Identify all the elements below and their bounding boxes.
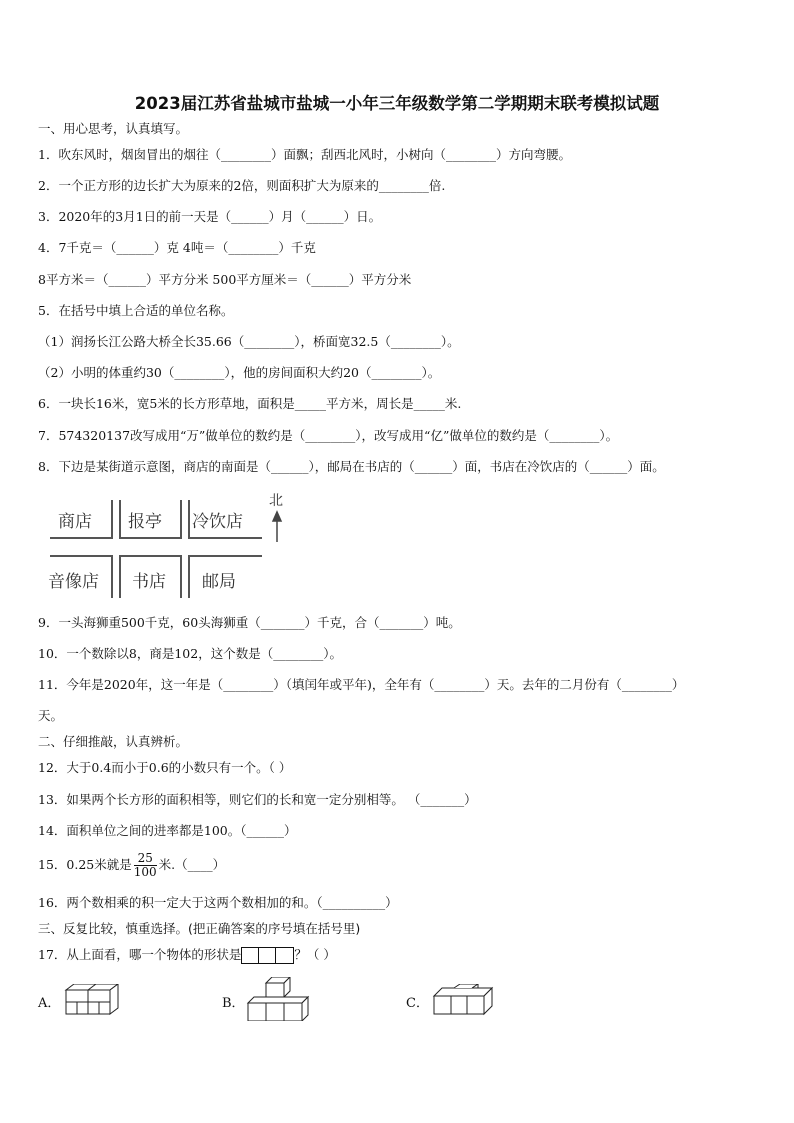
option-b-label: B． [222, 996, 245, 1011]
question-15-prefix: 15．0.25米就是 [38, 857, 132, 872]
question-5-2: （2）小明的体重约30（________），他的房间面积大约20（________）。 [38, 365, 441, 380]
question-17 [38, 947, 336, 964]
map-label-north: 北 [269, 493, 283, 509]
map-label-drinks: 冷饮店 [192, 512, 243, 532]
question-3: 3．2020年的3月1日的前一天是（______）月（______）日。 [38, 209, 382, 224]
question-17-prefix: 17．从上面看，哪一个物体的形状是 [38, 947, 242, 962]
question-6: 6．一块长16米，宽5米的长方形草地，面积是_____平方米，周长是_____米. [38, 396, 462, 411]
section-2-heading: 二、仔细推敲，认真辨析。 [38, 734, 189, 749]
question-10: 10．一个数除以8，商是102，这个数是（________）。 [38, 646, 342, 661]
question-12: 12．大于0.4而小于0.6的小数只有一个。（ ） [38, 760, 292, 775]
option-a-label: A． [38, 996, 61, 1011]
top-view-shape [241, 947, 294, 964]
fraction-numerator: 25 [134, 852, 157, 866]
question-5-1: （1）润扬长江公路大桥全长35.66（________），桥面宽32.5（________）。 [38, 334, 460, 349]
question-15-suffix: 米.（____） [158, 857, 226, 872]
question-14: 14．面积单位之间的进率都是100。（______） [38, 823, 297, 838]
question-4a: 4．7千克＝（______）克 4吨＝（________）千克 [38, 240, 316, 255]
fraction [134, 852, 157, 879]
question-16: 16．两个数相乘的积一定大于这两个数相加的和。（__________） [38, 895, 398, 910]
option-b-cubes [246, 977, 310, 1021]
map-label-audio: 音像店 [48, 572, 99, 592]
section-1-heading: 一、用心思考，认真填写。 [38, 121, 189, 136]
option-a-cubes [62, 984, 122, 1018]
map-label-post: 邮局 [202, 572, 236, 592]
question-4b: 8平方米＝（______）平方分米 500平方厘米＝（______）平方分米 [38, 272, 412, 287]
question-1: 1．吹东风时，烟囱冒出的烟往（________）面飘；刮西北风时，小树向（________）方向弯腰。 [38, 147, 571, 162]
page-title: 2023届江苏省盐城市盐城一小年三年级数学第二学期期末联考模拟试题 [134, 94, 660, 113]
section-3-heading: 三、反复比较，慎重选择。(把正确答案的序号填在括号里) [38, 921, 361, 936]
question-7: 7．574320137改写成用“万”做单位的数约是（________），改写成用“亿”做单位的数约是（________）。 [38, 428, 619, 443]
question-11b: 天。 [38, 708, 64, 723]
question-15 [38, 850, 225, 880]
question-2: 2．一个正方形的边长扩大为原来的2倍，则面积扩大为原来的________倍. [38, 178, 446, 193]
map-label-shop: 商店 [58, 512, 92, 532]
fraction-denominator: 100 [133, 865, 157, 879]
option-c-cubes [430, 984, 496, 1018]
question-11a: 11．今年是2020年，这一年是（________）（填闰年或平年)，全年有（________）天。去年的二月份有（________） [38, 677, 685, 692]
map-label-kiosk: 报亭 [128, 512, 162, 532]
question-9: 9．一头海狮重500千克，60头海狮重（_______）千克，合（_______）吨。 [38, 615, 461, 630]
question-8: 8．下边是某街道示意图，商店的南面是（______），邮局在书店的（______）面，书店在冷饮店的（______）面。 [38, 459, 665, 474]
street-map [44, 494, 304, 602]
question-5: 5．在括号中填上合适的单位名称。 [38, 303, 234, 318]
option-c-label: C． [406, 996, 429, 1011]
map-label-bookstore: 书店 [132, 572, 166, 592]
question-13: 13．如果两个长方形的面积相等，则它们的长和宽一定分别相等。 （_______） [38, 792, 477, 807]
question-17-suffix: ？（ ） [294, 947, 336, 962]
